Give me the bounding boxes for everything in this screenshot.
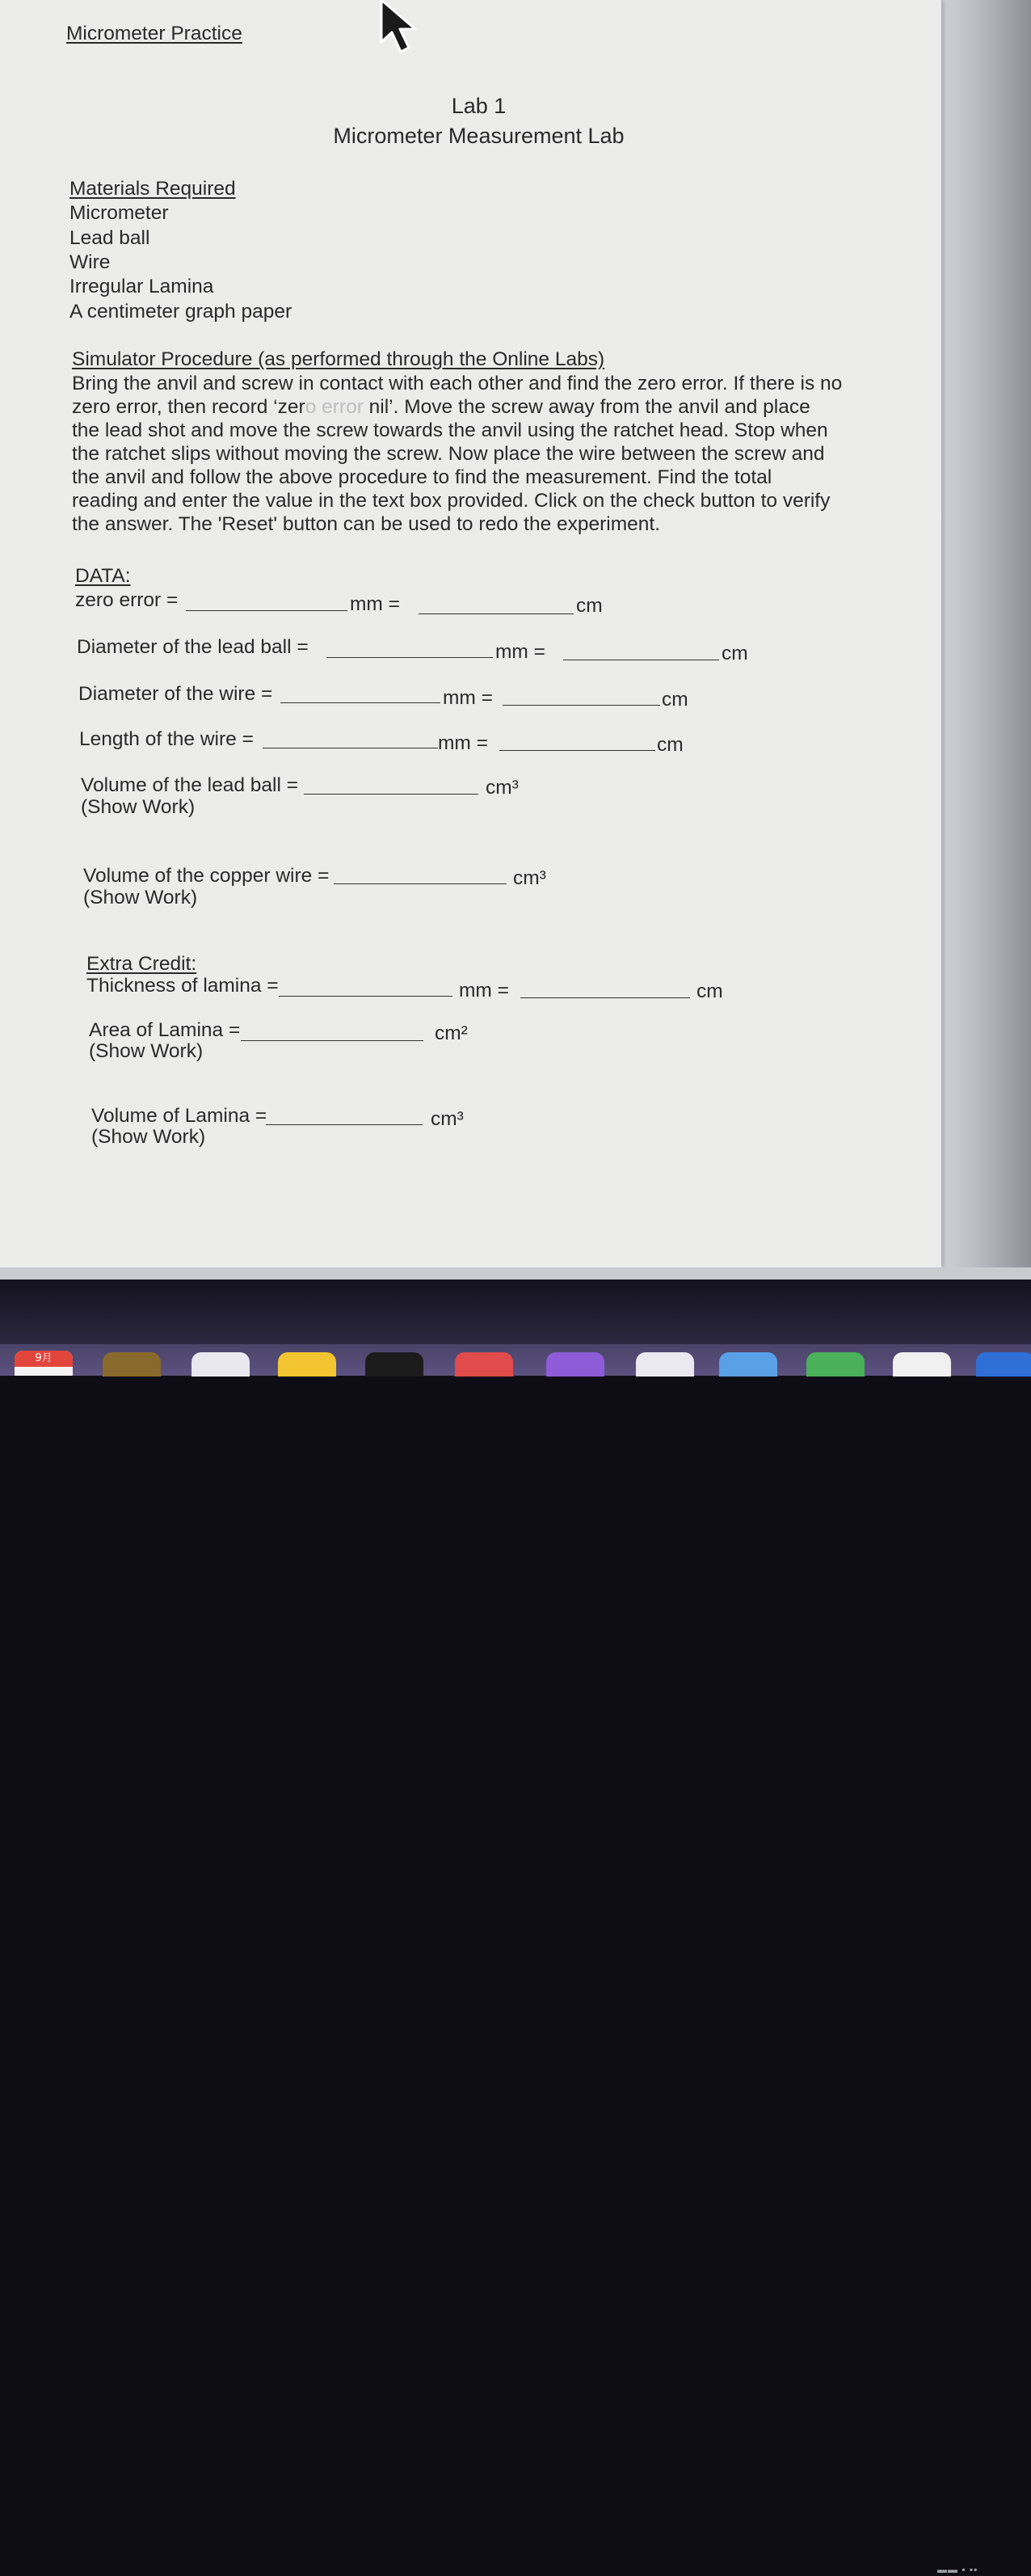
lab-title: Micrometer Measurement Lab [333, 124, 625, 148]
area-lamina-blank[interactable] [241, 1040, 423, 1041]
thickness-lamina-label: Thickness of lamina = [86, 975, 279, 997]
diameter-lead-ball-mm-blank[interactable] [326, 657, 493, 658]
terminal-icon[interactable] [365, 1352, 423, 1377]
show-work-note: (Show Work) [81, 796, 196, 818]
app-icon[interactable] [455, 1352, 513, 1377]
unit-mm: mm = [495, 641, 545, 663]
unit-mm: mm = [438, 732, 488, 754]
app-icon[interactable] [636, 1352, 694, 1377]
material-item: Irregular Lamina [69, 276, 214, 297]
volume-copper-wire-label: Volume of the copper wire = [83, 865, 330, 887]
unit-cm: cm [696, 980, 723, 1002]
unit-cm: cm [722, 643, 748, 664]
mouse-pointer-icon [378, 0, 427, 57]
procedure-line: the answer. The 'Reset' button can be used to redo the experiment. [72, 513, 661, 535]
materials-heading: Materials Required [69, 178, 236, 200]
procedure-heading: Simulator Procedure (as performed through the Online Labs) [72, 348, 605, 370]
diameter-lead-ball-label: Diameter of the lead ball = [77, 636, 309, 658]
volume-lead-ball-blank[interactable] [304, 794, 478, 795]
procedure-line: the anvil and follow the above procedure to find the measurement. Find the total [72, 466, 772, 488]
app-icon[interactable] [103, 1352, 161, 1377]
area-lamina-label: Area of Lamina = [89, 1019, 241, 1041]
unit-cm3: cm³ [486, 777, 519, 799]
unit-cm: cm [576, 595, 603, 617]
procedure-line: reading and enter the value in the text box provided. Click on the check button to verify [72, 490, 831, 512]
extra-credit-heading: Extra Credit: [86, 953, 197, 975]
zero-error-mm-blank[interactable] [186, 610, 347, 611]
calendar-icon[interactable] [15, 1351, 73, 1376]
unit-mm: mm = [443, 687, 493, 709]
app-icon[interactable] [893, 1352, 951, 1377]
length-wire-cm-blank[interactable] [499, 750, 655, 751]
zero-error-label: zero error = [75, 589, 179, 611]
material-item: Lead ball [69, 227, 150, 249]
app-icon[interactable] [719, 1352, 777, 1377]
thickness-mm-blank[interactable] [279, 996, 452, 997]
volume-lamina-blank[interactable] [266, 1124, 423, 1125]
procedure-text: zero error, then record ‘zer [72, 396, 305, 418]
practice-title: Micrometer Practice [66, 23, 242, 44]
diameter-wire-mm-blank[interactable] [280, 702, 440, 703]
procedure-line: the ratchet slips without moving the screw. Now place the wire between the screw and [72, 443, 825, 465]
unit-mm: mm = [350, 593, 400, 615]
thickness-cm-blank[interactable] [520, 997, 690, 998]
diameter-wire-label: Diameter of the wire = [78, 683, 273, 705]
app-icon[interactable] [191, 1352, 250, 1377]
material-item: Wire [69, 251, 111, 273]
procedure-faded-text: o error [305, 396, 364, 418]
procedure-line [72, 395, 810, 419]
material-item: A centimeter graph paper [69, 301, 292, 323]
dock [0, 1280, 1031, 2575]
unit-cm2: cm² [435, 1022, 468, 1044]
lab-number: Lab 1 [451, 94, 507, 118]
status-glimpse: ▬▬ ▪ ▪▪ [937, 2564, 978, 2575]
unit-cm: cm [657, 734, 684, 756]
screen-edge [0, 1267, 1031, 1280]
podcasts-icon[interactable] [546, 1352, 604, 1377]
data-heading: DATA: [75, 565, 131, 587]
procedure-line: the lead shot and move the screw towards the anvil using the ratchet head. Stop when [72, 419, 828, 441]
notes-icon[interactable] [278, 1352, 336, 1377]
show-work-note: (Show Work) [89, 1040, 204, 1062]
show-work-note: (Show Work) [91, 1126, 206, 1148]
volume-lead-ball-label: Volume of the lead ball = [81, 774, 299, 796]
zero-error-cm-blank[interactable] [419, 613, 574, 614]
document-page [0, 0, 941, 1267]
calendar-month: 9月 [15, 1351, 73, 1367]
procedure-text: nil’. Move the screw away from the anvil and place [363, 396, 810, 418]
volume-lamina-label: Volume of Lamina = [91, 1105, 267, 1127]
unit-cm: cm [662, 689, 688, 710]
numbers-icon[interactable] [806, 1352, 865, 1377]
unit-mm: mm = [459, 980, 509, 1001]
app-icon[interactable] [976, 1352, 1031, 1377]
unit-cm3: cm³ [431, 1108, 464, 1130]
screen-bezel [941, 0, 1031, 1269]
procedure-line: Bring the anvil and screw in contact with each other and find the zero error. If there is no [72, 373, 843, 394]
diameter-wire-cm-blank[interactable] [503, 705, 660, 706]
material-item: Micrometer [69, 202, 169, 224]
length-wire-label: Length of the wire = [79, 728, 254, 750]
unit-cm3: cm³ [513, 867, 546, 889]
show-work-note: (Show Work) [83, 887, 198, 909]
volume-copper-wire-blank[interactable] [334, 883, 507, 884]
